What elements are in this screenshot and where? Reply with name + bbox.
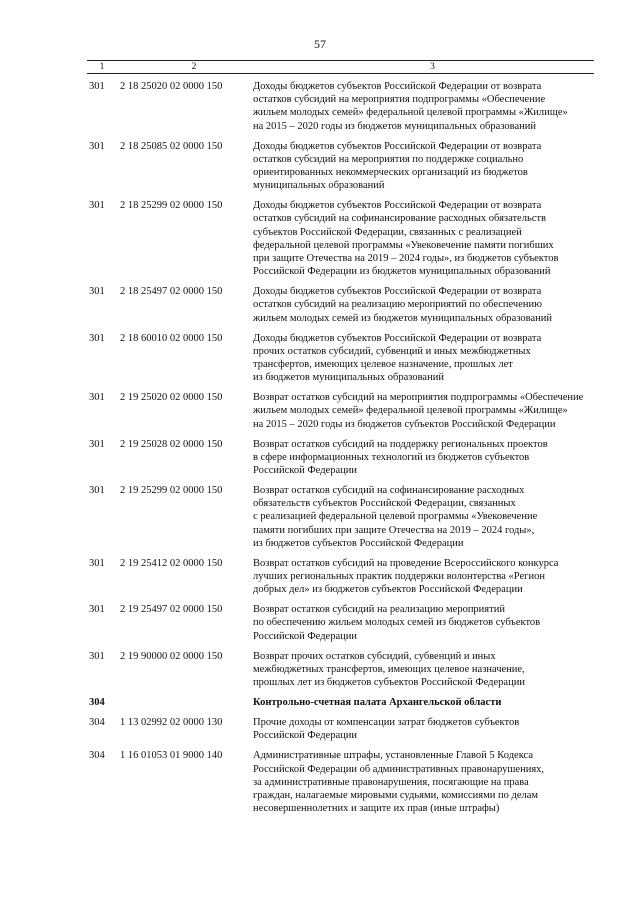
- admin-code-cell: 301: [89, 650, 105, 662]
- admin-code-cell: 301: [89, 392, 105, 404]
- table-row: [87, 603, 594, 643]
- revenue-description-cell: Контрольно-счетная палата Архангельской области: [253, 697, 502, 709]
- revenue-description-cell: Возврат остатков субсидий на мероприятия подпрограммы «Обеспечение жильем молодых семей» федеральной целевой программы «Жилище» на 2015 – 2020 годы из бюджетов субъектов Российской Федерации: [253, 392, 584, 430]
- table-row: [87, 140, 594, 193]
- table-row: [87, 716, 594, 742]
- table-row: [87, 557, 594, 597]
- table-row: [87, 749, 594, 815]
- revenue-description-cell: Возврат остатков субсидий на софинансирование расходных обязательств субъектов Российской Федерации, связанных с реализацией федеральной целевой программы «Увековечение памяти погибших при защите Отечества на 2019 – 2024 годы», из бюджетов субъектов Российской Федерации: [253, 485, 538, 549]
- budget-classification-code-cell: 2 19 25497 02 0000 150: [120, 604, 223, 616]
- table-body: [87, 80, 594, 815]
- revenue-description-cell: Доходы бюджетов субъектов Российской Федерации от возврата остатков субсидий на мероприятия по поддержке социально ориентированных некоммерческих организаций из бюджетов муниципальных образований: [253, 140, 542, 192]
- table-row: [87, 650, 594, 690]
- budget-classification-code-cell: 2 19 90000 02 0000 150: [120, 650, 223, 662]
- budget-classification-code-cell: 1 13 02992 02 0000 130: [120, 717, 223, 729]
- admin-code-cell: 301: [89, 604, 105, 616]
- column-header-3: 3: [430, 62, 435, 72]
- column-header-2: 2: [191, 62, 197, 72]
- revenue-description-cell: Доходы бюджетов субъектов Российской Федерации от возврата остатков субсидий на мероприятия подпрограммы «Обеспечение жильем молодых семей» федеральной целевой программы «Жилище» на 2015 – 2020 годы из бюджетов муниципальных образований: [253, 81, 568, 132]
- revenue-description-cell: Административные штрафы, установленные Главой 5 Кодекса Российской Федерации об административных правонарушениях, за административные правонарушения, посягающие на права граждан, налагаемые мировыми судьями, комиссиями по делам несовершеннолетних и защите их прав (иные штрафы): [253, 750, 545, 815]
- admin-code-cell: 301: [89, 140, 105, 152]
- admin-code-cell: 301: [89, 557, 105, 569]
- revenue-description-cell: Доходы бюджетов субъектов Российской Федерации от возврата остатков субсидий на реализацию мероприятий по обеспечению жильем молодых семей из бюджетов муниципальных образований: [253, 286, 552, 324]
- column-number-header: [87, 60, 594, 74]
- admin-code-cell: 304: [89, 697, 105, 709]
- budget-classification-code-cell: 2 18 25020 02 0000 150: [120, 81, 223, 92]
- table-row: [87, 80, 594, 133]
- table-row: [87, 332, 594, 385]
- admin-code-cell: 304: [89, 750, 105, 762]
- admin-code-cell: 301: [89, 286, 105, 298]
- admin-code-cell: 301: [89, 200, 105, 212]
- revenue-description-cell: Возврат остатков субсидий на поддержку региональных проектов в сфере информационных технологий из бюджетов субъектов Российской Федерации: [253, 438, 548, 477]
- budget-classification-code-cell: 2 19 25412 02 0000 150: [120, 557, 223, 569]
- budget-classification-code-cell: 2 18 60010 02 0000 150: [120, 332, 223, 344]
- budget-classification-code-cell: 1 16 01053 01 9000 140: [120, 750, 223, 762]
- budget-classification-code-cell: 2 19 25020 02 0000 150: [120, 392, 223, 404]
- admin-code-cell: 301: [89, 332, 105, 344]
- table-row: [87, 199, 594, 278]
- admin-code-cell: 301: [89, 81, 105, 92]
- revenue-description-cell: Возврат остатков субсидий на проведение Всероссийского конкурса лучших региональных практик поддержки волонтерства «Регион добрых дел» из бюджетов субъектов Российской Федерации: [253, 557, 559, 596]
- table-row: [87, 285, 594, 325]
- revenue-code-table: [87, 60, 594, 822]
- revenue-description-cell: Возврат остатков субсидий на реализацию мероприятий по обеспечению жильем молодых семей из бюджетов субъектов Российской Федерации: [253, 604, 541, 642]
- table-row: [87, 438, 594, 478]
- column-header-1: 1: [99, 62, 105, 72]
- revenue-description-cell: Доходы бюджетов субъектов Российской Федерации от возврата прочих остатков субсидий, субвенций и иных межбюджетных трансфертов, имеющих целевое назначение, прошлых лет из бюджетов муниципальных образований: [253, 332, 542, 384]
- budget-classification-code-cell: 2 18 25497 02 0000 150: [120, 286, 223, 298]
- budget-classification-code-cell: 2 19 25028 02 0000 150: [120, 438, 223, 450]
- table-row: [87, 484, 594, 550]
- revenue-description-cell: Возврат прочих остатков субсидий, субвенций и иных межбюджетных трансфертов, имеющих целевое назначение, прошлых лет из бюджетов субъектов Российской Федерации: [253, 650, 525, 689]
- budget-classification-code-cell: 2 18 25085 02 0000 150: [120, 140, 223, 152]
- budget-classification-code-cell: 2 19 25299 02 0000 150: [120, 485, 223, 497]
- revenue-description-cell: Прочие доходы от компенсации затрат бюджетов субъектов Российской Федерации: [253, 717, 520, 742]
- admin-code-cell: 301: [89, 438, 105, 450]
- table-row: [87, 391, 594, 431]
- revenue-description-cell: Доходы бюджетов субъектов Российской Федерации от возврата остатков субсидий на софинансирование расходных обязательств субъектов Российской Федерации, связанных с реализацией федеральной целевой программы «Увековечение памяти погибших при защите Отечества на 2019 – 2024 годы», из бюджетов субъектов Российской Федерации из бюджетов муниципальных образований: [253, 200, 559, 278]
- budget-classification-code-cell: 2 18 25299 02 0000 150: [120, 200, 223, 212]
- admin-code-cell: 304: [89, 717, 105, 729]
- admin-code-cell: 301: [89, 485, 105, 497]
- table-row: [87, 696, 594, 709]
- page-number: 57: [314, 37, 326, 51]
- budget-classification-code-cell: [117, 696, 252, 709]
